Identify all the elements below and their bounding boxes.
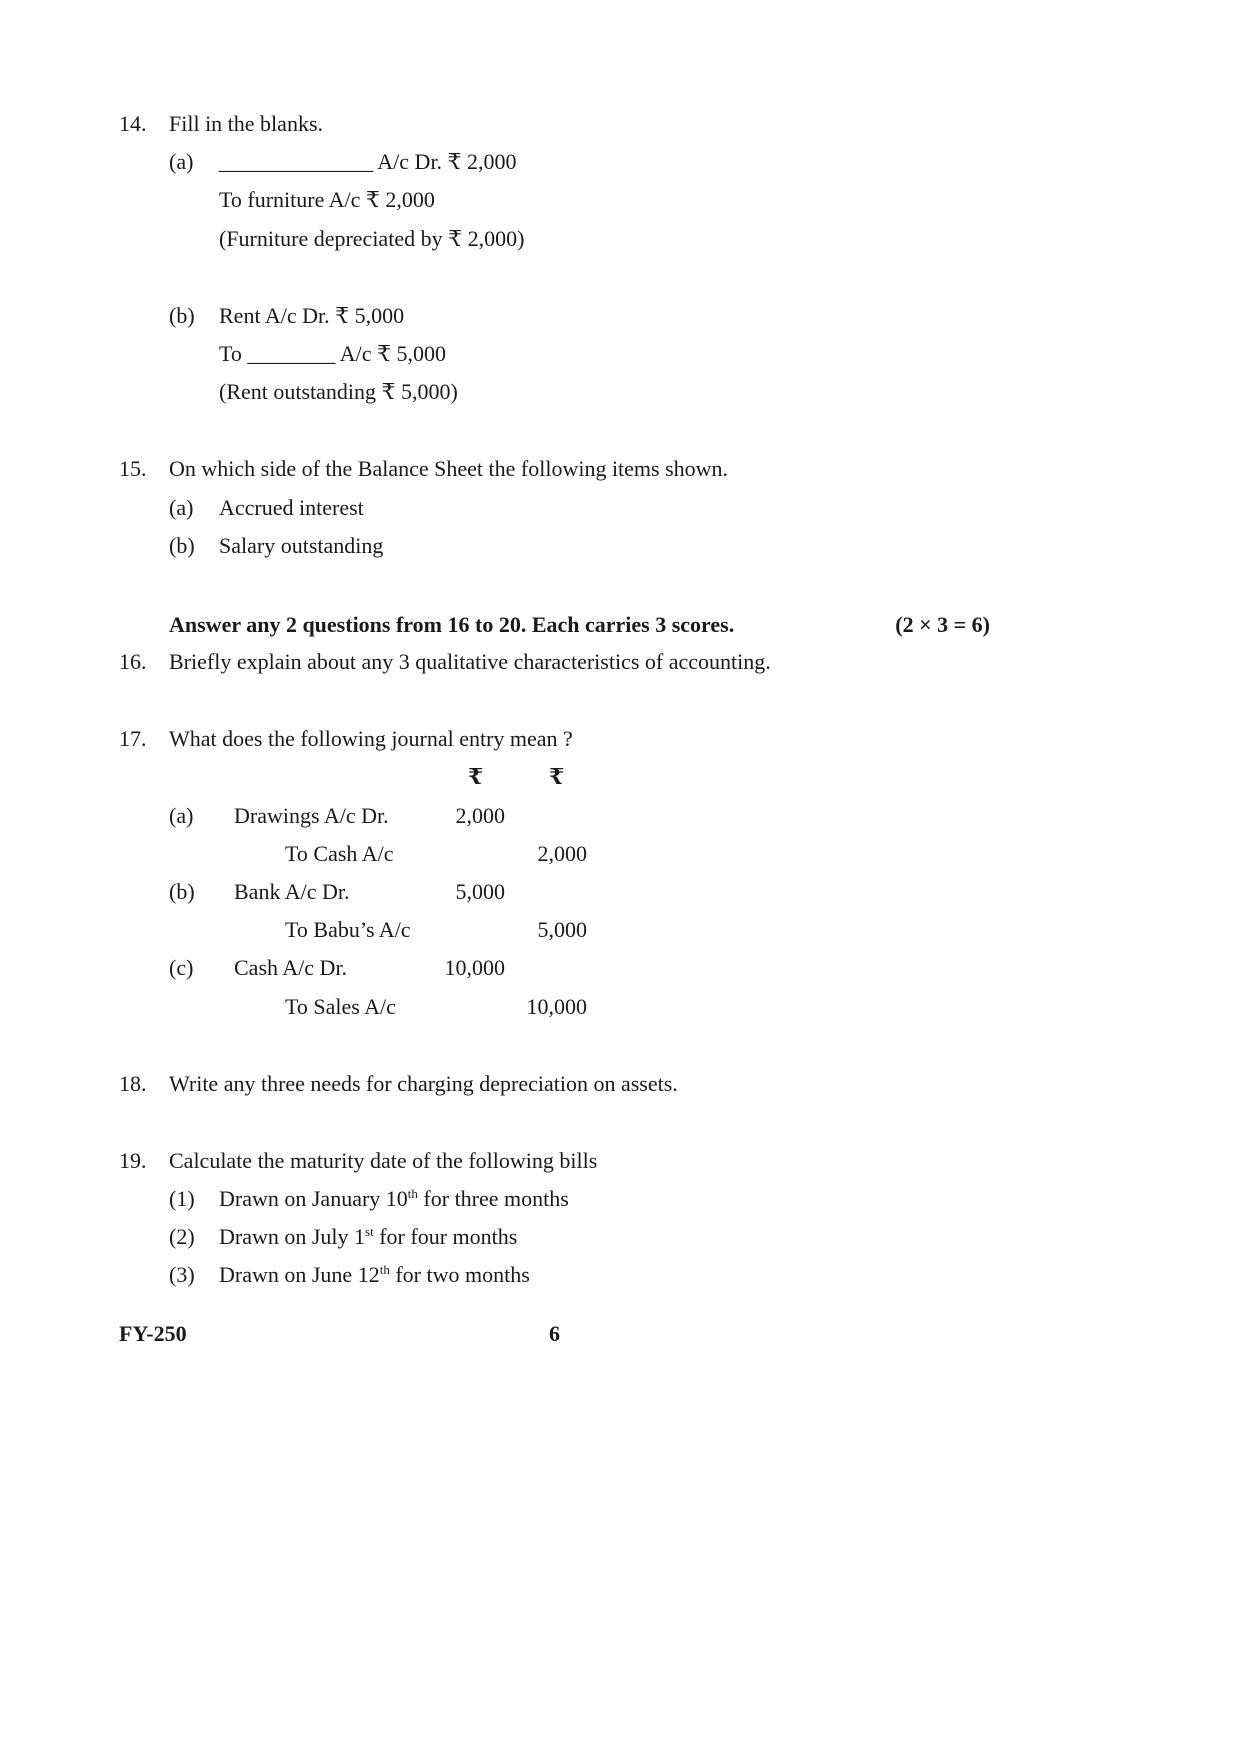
q17-a-debit-text: Drawings A/c Dr. [234,803,389,828]
q14-a-line3: (Furniture depreciated by ₹ 2,000) [219,226,525,251]
q16-number: 16. [119,649,147,674]
q19-item3-label: (3) [169,1262,195,1287]
q19-item2-text: Drawn on July 1st for four months [219,1224,518,1249]
footer-page-number: 6 [549,1321,560,1346]
section-instruction: Answer any 2 questions from 16 to 20. Each carries 3 scores. [169,612,735,637]
q19-item1-text: Drawn on January 10th for three months [219,1186,569,1211]
q17-a-credit-text: To Cash A/c [285,841,394,866]
q17-text: What does the following journal entry mean ? [169,726,573,751]
q17-credit-currency-header: ₹ [549,764,565,789]
q19-text: Calculate the maturity date of the following bills [169,1148,598,1173]
q17-a-label: (a) [169,803,194,828]
section-marks: (2 × 3 = 6) [895,612,990,637]
q17-b-credit-amount: 5,000 [537,917,587,942]
q14-text: Fill in the blanks. [169,111,323,136]
q17-debit-currency-header: ₹ [468,764,484,789]
q19-item2-label: (2) [169,1224,195,1249]
q17-b-debit-amount: 5,000 [455,879,505,904]
q17-b-label: (b) [169,879,195,904]
q19-item3-text: Drawn on June 12th for two months [219,1262,530,1287]
q18-text: Write any three needs for charging depreciation on assets. [169,1071,678,1096]
q17-c-label: (c) [169,955,194,980]
q14-b-label: (b) [169,303,195,328]
q16-text: Briefly explain about any 3 qualitative characteristics of accounting. [169,649,771,674]
q18-number: 18. [119,1071,147,1096]
q14-number: 14. [119,111,147,136]
q14-b-line2: To ________ A/c ₹ 5,000 [219,341,446,366]
q14-a-line2: To furniture A/c ₹ 2,000 [219,187,435,212]
q14-b-line3: (Rent outstanding ₹ 5,000) [219,379,458,404]
q15-a-text: Accrued interest [219,495,364,520]
q17-b-credit-text: To Babu’s A/c [285,917,411,942]
q19-item1-label: (1) [169,1186,195,1211]
q17-c-credit-text: To Sales A/c [285,994,396,1019]
q17-a-credit-amount: 2,000 [537,841,587,866]
q17-number: 17. [119,726,147,751]
q15-number: 15. [119,456,147,481]
q19-number: 19. [119,1148,147,1173]
q14-a-line1: ______________ A/c Dr. ₹ 2,000 [219,149,517,174]
q15-a-label: (a) [169,495,194,520]
q17-c-debit-amount: 10,000 [444,955,505,980]
q17-c-credit-amount: 10,000 [526,994,587,1019]
q14-b-line1: Rent A/c Dr. ₹ 5,000 [219,303,405,328]
q15-text: On which side of the Balance Sheet the following items shown. [169,456,729,481]
q15-b-label: (b) [169,533,195,558]
q17-b-debit-text: Bank A/c Dr. [234,879,350,904]
q14-a-label: (a) [169,149,194,174]
q17-c-debit-text: Cash A/c Dr. [234,955,348,980]
footer-paper-code: FY-250 [119,1321,187,1346]
q17-a-debit-amount: 2,000 [455,803,505,828]
q15-b-text: Salary outstanding [219,533,384,558]
